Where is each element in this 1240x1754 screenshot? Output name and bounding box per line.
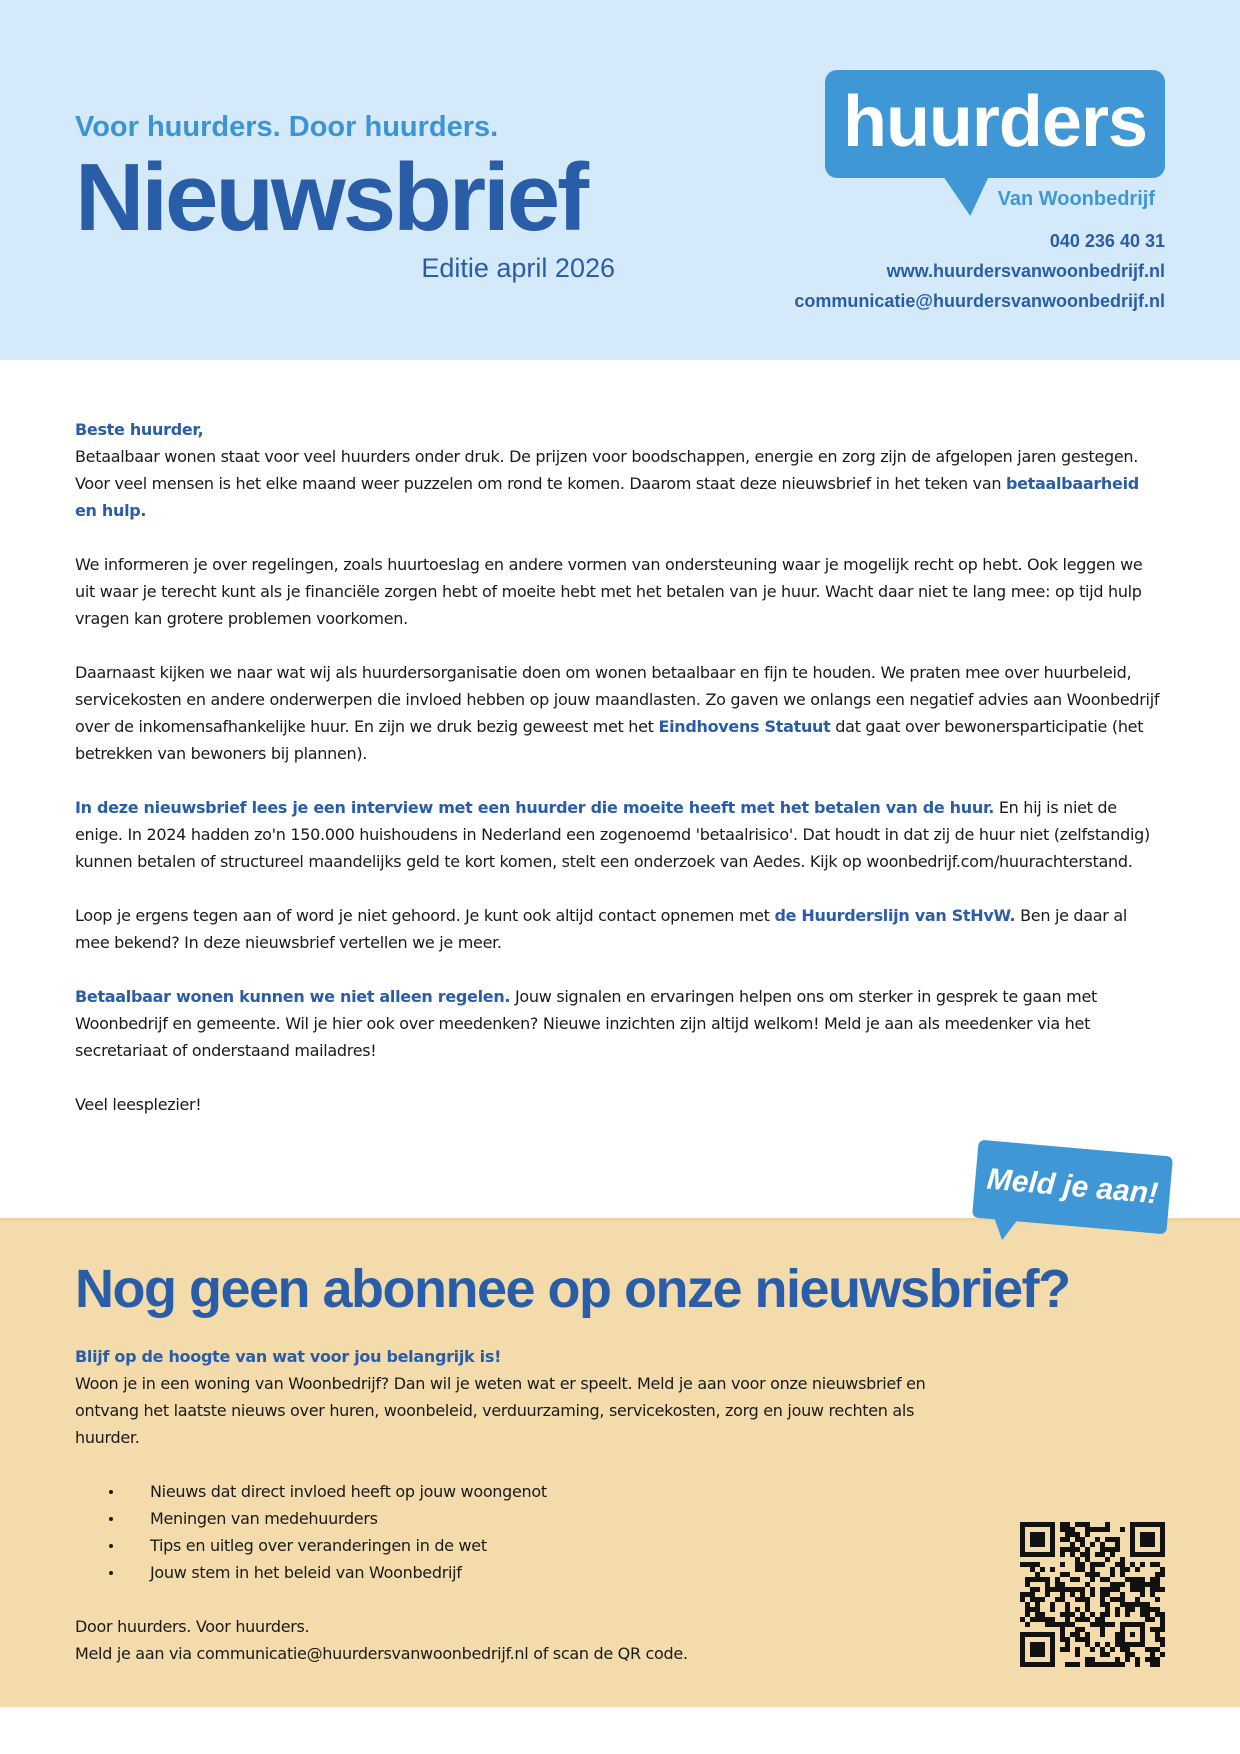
qr-code-icon[interactable] [1020,1522,1165,1667]
paragraph-meedenken [75,983,1165,1064]
masthead [75,70,615,284]
subscribe-cta[interactable]: Meld je aan via communicatie@huurdersvanwoonbedrijf.nl of scan de QR code. [75,1644,688,1663]
list-item-text: Jouw stem in het beleid van Woonbedrijf [150,1563,462,1582]
highlight-betaalbaar-wonen: Betaalbaar wonen kunnen we niet alleen regelen. [75,987,511,1006]
paragraph-interview [75,794,1165,875]
header-branding [725,70,1165,316]
highlight-interview: In deze nieuwsbrief lees je een interview met een huurder die moeite heeft met het betalen van de huur. [75,798,995,817]
list-item [75,1478,975,1505]
subscribe-content [75,1343,1165,1667]
paragraph-regelingen: We informeren je over regelingen, zoals huurtoeslag en andere vormen van ondersteuning waar je mogelijk recht op hebt. Ook leggen we uit waar je terecht kunt als je financiële zorgen hebt of moeite hebt met het betalen van je huur. Wacht daar niet te lang mee: op tijd hulp vragen kan grotere problemen voorkomen. [75,555,1143,628]
badge-label: Meld je aan! [985,1162,1160,1211]
paragraph-text: En hij is niet de enige. In 2024 hadden zo'n 150.000 huishoudens in Nederland een zogenoemd 'betaalrisico'. Dat houdt in dat zij de huur niet (zelfstandig) kunnen betalen of structureel maandelijks geld te kort komen, stelt een onderzoek van Aedes. Kijk op woonbedrijf.com/huurachterstand. [75,798,1150,871]
email-link[interactable]: communicatie@huurdersvanwoonbedrijf.nl [794,291,1165,311]
highlight-huurderslijn: de Huurderslijn van StHvW. [774,906,1016,925]
subscribe-intro: Woon je in een woning van Woonbedrijf? Dan wil je weten wat er speelt. Meld je aan voor onze nieuwsbrief en ontvang het laatste nieuws over huren, woonbeleid, verduurzaming, servicekosten, zorg en jouw rechten als huurder. [75,1374,926,1447]
phone-number: 040 236 40 31 [1049,231,1165,251]
list-item [75,1532,975,1559]
list-item-text: Nieuws dat direct invloed heeft op jouw woongenot [150,1482,547,1501]
paragraph-huurderslijn [75,902,1165,956]
paragraph-organisatie [75,659,1165,767]
paragraph-intro [75,416,1165,524]
huurders-logo [825,70,1165,220]
greeting: Beste huurder, [75,420,204,439]
paragraph-text: Betaalbaar wonen staat voor veel huurders onder druk. De prijzen voor boodschappen, energie en zorg zijn de afgelopen jaren gestegen. Voor veel mensen is het elke maand weer puzzelen om rond te komen. Daarom staat deze nieuwsbrief in het teken van [75,447,1139,493]
qr-code-graphic [1020,1522,1165,1667]
signoff: Door huurders. Voor huurders. [75,1617,310,1636]
logo-subtitle: Van Woonbedrijf [997,188,1155,210]
edition-label: Editie april 2026 [421,253,615,283]
closing-line: Veel leesplezier! [75,1095,202,1114]
highlight-eindhovens-statuut: Eindhovens Statuut [658,717,831,736]
paragraph-text: Loop je ergens tegen aan of word je niet gehoord. Je kunt ook altijd contact opnemen met [75,906,775,925]
header-banner [0,0,1240,360]
subscribe-section [0,1218,1240,1707]
bullet-icon [109,1544,113,1548]
website-link[interactable]: www.huurdersvanwoonbedrijf.nl [886,261,1165,281]
paragraph-text: Daarnaast kijken we naar wat wij als huurdersorganisatie doen om wonen betaalbaar en fijn te houden. We praten mee over huurbeleid, servicekosten en andere onderwerpen die invloed hebben op jouw maandlasten. Zo gaven we onlangs een negatief advies aan Woonbedrijf over de inkomensafhankelijke huur. En zijn we druk bezig geweest met het [75,663,1160,736]
letter-body [0,360,1240,1148]
list-item [75,1559,975,1586]
list-item [75,1505,975,1532]
list-item-text: Tips en uitleg over veranderingen in de wet [150,1536,487,1555]
contact-info [794,226,1165,316]
highlight-text: betaalbaarheid en hulp. [75,474,1139,520]
subscribe-title: Nog geen abonnee op onze nieuwsbrief? [75,1259,1070,1319]
subscribe-wrapper [0,1148,1240,1707]
bullet-icon [109,1517,113,1521]
newsletter-title: Nieuwsbrief [75,144,587,251]
bullet-icon [109,1490,113,1494]
subscribe-lead: Blijf op de hoogte van wat voor jou belangrijk is! [75,1347,502,1366]
benefits-list [75,1478,975,1586]
subscribe-body [75,1343,975,1667]
paragraph-text: dat gaat over bewonersparticipatie (het betrekken van bewoners bij plannen). [75,717,1144,763]
logo-wordmark: huurders [842,82,1148,162]
tagline: Voor huurders. Door huurders. [75,111,499,143]
paragraph-text: Jouw signalen en ervaringen helpen ons om sterker in gesprek te gaan met Woonbedrijf en gemeente. Wil je hier ook over meedenken? Nieuwe inzichten zijn altijd welkom! Meld je aan als meedenker via het secretariaat of onderstaand mailadres! [75,987,1097,1060]
list-item-text: Meningen van medehuurders [150,1509,378,1528]
paragraph-text: Ben je daar al mee bekend? In deze nieuwsbrief vertellen we je meer. [75,906,1128,952]
bullet-icon [109,1571,113,1575]
meld-je-aan-badge[interactable] [972,1140,1173,1235]
